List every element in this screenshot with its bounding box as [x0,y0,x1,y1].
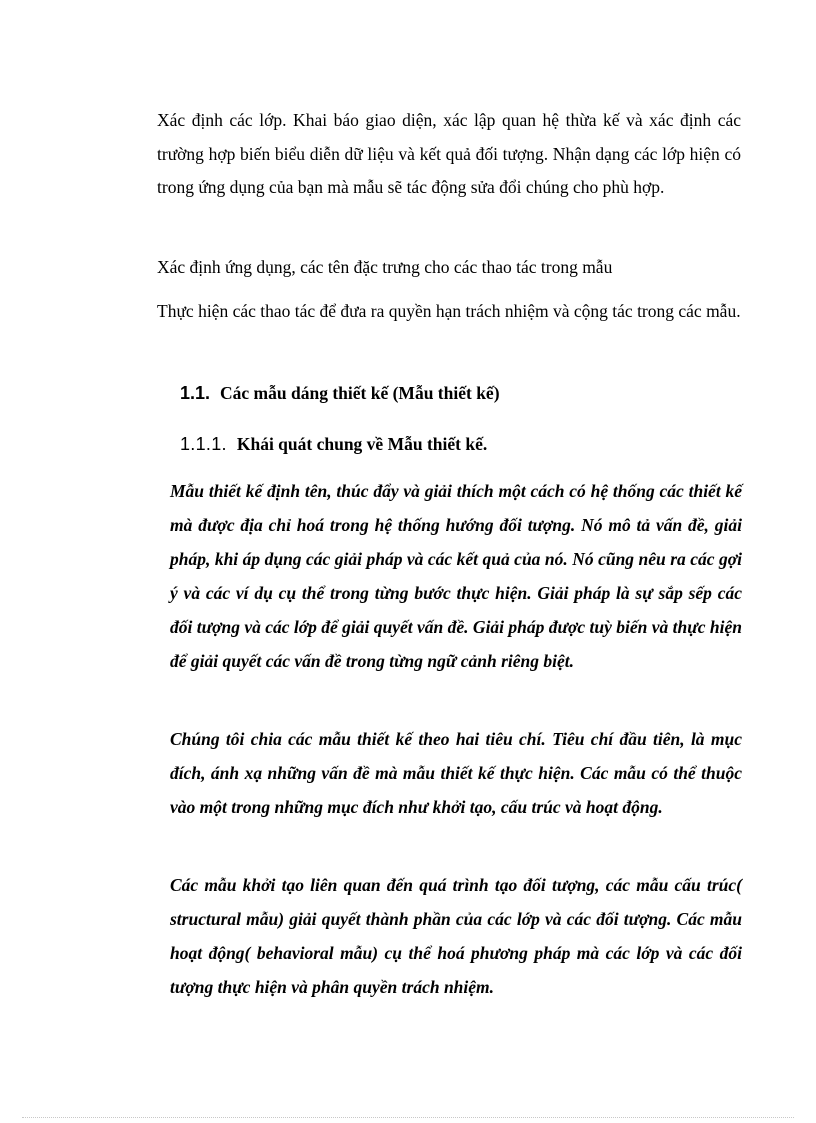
footer-dotted-rule [22,1117,794,1118]
subsection-heading-1-1-1 [180,434,487,455]
paragraph-define-classes: Xác định các lớp. Khai báo giao diện, xác lập quan hệ thừa kế và xác định các trường hợp biến biểu diễn dữ liệu và kết quả đối tượng. Nhận dạng các lớp hiện có trong ứng dụng của bạn mà mẫu sẽ tác động sửa đổi chúng cho phù hợp. [157,110,741,197]
paragraph-define-application: Xác định ứng dụng, các tên đặc trưng cho các thao tác trong mẫu [157,257,613,277]
italic-paragraph-design-patterns: Mẫu thiết kế định tên, thúc đẩy và giải thích một cách có hệ thống các thiết kế mà được địa chỉ hoá trong hệ thống hướng đối tượng. Nó mô tả vấn đề, giải pháp, khi áp dụng các giải pháp và các kết quả của nó. Nó cũng nêu ra các gợi ý và các ví dụ cụ thể trong từng bước thực hiện. Giải pháp là sự sắp sếp các đối tượng và các lớp để giải quyết vấn đề. Giải pháp được tuỳ biến và thực hiện để giải quyết các vấn đề trong từng ngữ cảnh riêng biệt. [170,481,742,671]
section-heading-1-1 [180,383,500,404]
section-title: Các mẫu dáng thiết kế (Mẫu thiết kế) [220,383,500,403]
italic-paragraph-criteria: Chúng tôi chia các mẫu thiết kế theo hai tiêu chí. Tiêu chí đầu tiên, là mục đích, ánh xạ những vấn đề mà mẫu thiết kế thực hiện. Các mẫu có thể thuộc vào một trong những mục đích như khởi tạo, cấu trúc và hoạt động. [170,729,742,817]
section-number: 1.1. [180,383,211,403]
paragraph-perform-operations: Thực hiện các thao tác để đưa ra quyền hạn trách nhiệm và cộng tác trong các mẫu. [157,301,741,321]
subsection-number: 1.1.1. [180,434,227,454]
italic-paragraph-pattern-types: Các mẫu khởi tạo liên quan đến quá trình tạo đối tượng, các mẫu cấu trúc( structural mẫu) giải quyết thành phần của các lớp và các đối tượng. Các mẫu hoạt động( behavioral mẫu) cụ thể hoá phương pháp mà các lớp và các đối tượng thực hiện và phân quyền trách nhiệm. [170,875,742,997]
subsection-title: Khái quát chung về Mẫu thiết kế. [236,434,488,454]
